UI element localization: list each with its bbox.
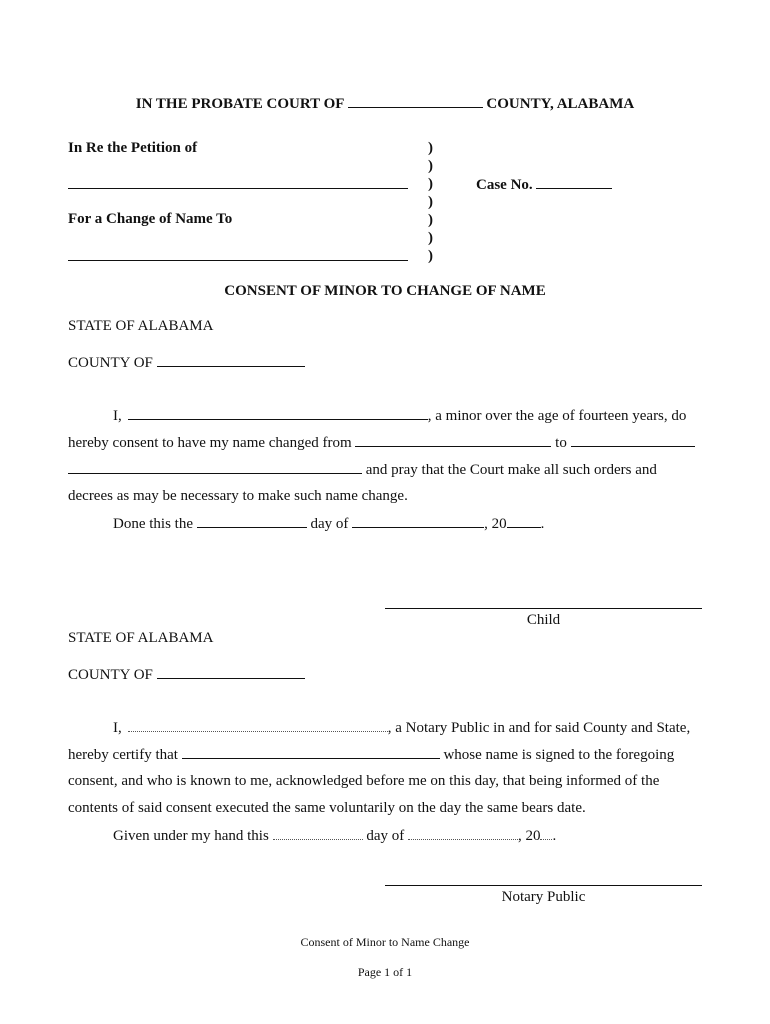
notary-line-3: consent, and who is known to me, acknowledged before me on this day, that being informed of the bbox=[68, 773, 660, 789]
paren: ) bbox=[428, 158, 433, 174]
state-label: STATE OF ALABAMA bbox=[68, 630, 214, 646]
text: . bbox=[552, 828, 557, 844]
county-line bbox=[68, 665, 305, 684]
footer-title: Consent of Minor to Name Change bbox=[300, 935, 470, 949]
text: , 20 bbox=[484, 516, 507, 532]
text: hereby certify that bbox=[68, 747, 178, 763]
document-title: CONSENT OF MINOR TO CHANGE OF NAME bbox=[224, 283, 546, 299]
county-blank[interactable] bbox=[157, 665, 305, 679]
text: to bbox=[555, 435, 567, 451]
county-line bbox=[68, 353, 305, 372]
month-blank[interactable] bbox=[408, 826, 518, 840]
consent-line-4: decrees as may be necessary to make such name change. bbox=[68, 488, 408, 504]
paren: ) bbox=[428, 230, 433, 246]
consent-line-1 bbox=[113, 406, 686, 425]
text: and pray that the Court make all such orders and bbox=[365, 462, 657, 478]
year-blank[interactable] bbox=[507, 514, 541, 528]
child-signature-line[interactable] bbox=[385, 608, 702, 609]
text: day of bbox=[310, 516, 349, 532]
consent-line-2 bbox=[68, 433, 695, 452]
text: I, bbox=[113, 720, 122, 736]
text: Given under my hand this bbox=[113, 828, 269, 844]
given-line bbox=[113, 826, 556, 845]
done-line bbox=[113, 514, 544, 533]
paren: ) bbox=[428, 176, 433, 192]
text: day of bbox=[366, 828, 405, 844]
text: I, bbox=[113, 408, 122, 424]
minor-name-blank[interactable] bbox=[128, 406, 428, 420]
new-name-line[interactable] bbox=[68, 260, 408, 261]
notary-signature-line[interactable] bbox=[385, 885, 702, 886]
case-number-blank[interactable] bbox=[536, 175, 612, 189]
case-number bbox=[476, 175, 612, 194]
day-blank[interactable] bbox=[197, 514, 307, 528]
text: hereby consent to have my name changed from bbox=[68, 435, 352, 451]
notary-line-1 bbox=[113, 718, 690, 737]
notary-name-blank[interactable] bbox=[128, 718, 388, 732]
county-blank[interactable] bbox=[157, 353, 305, 367]
child-signature-label: Child bbox=[526, 612, 561, 628]
paren: ) bbox=[428, 140, 433, 156]
court-header bbox=[0, 94, 770, 113]
text: Done this the bbox=[113, 516, 193, 532]
state-label: STATE OF ALABAMA bbox=[68, 318, 214, 334]
paren: ) bbox=[428, 212, 433, 228]
day-blank[interactable] bbox=[273, 826, 363, 840]
notary-line-4: contents of said consent executed the same voluntarily on the day the same bears date. bbox=[68, 800, 586, 816]
case-label: Case No. bbox=[476, 177, 533, 193]
text: , a minor over the age of fourteen years, do bbox=[427, 408, 687, 424]
petitioner-name-line[interactable] bbox=[68, 188, 408, 189]
text: . bbox=[540, 516, 545, 532]
change-label: For a Change of Name To bbox=[68, 211, 233, 227]
text: , a Notary Public in and for said County and State, bbox=[387, 720, 691, 736]
consent-line-3 bbox=[68, 460, 657, 479]
county-label: COUNTY OF bbox=[68, 355, 153, 371]
new-name-blank[interactable] bbox=[571, 433, 695, 447]
month-blank[interactable] bbox=[352, 514, 484, 528]
court-suffix: COUNTY, ALABAMA bbox=[486, 96, 635, 112]
court-prefix: IN THE PROBATE COURT OF bbox=[135, 96, 344, 112]
page-number: Page 1 of 1 bbox=[357, 965, 413, 979]
paren: ) bbox=[428, 248, 433, 264]
paren: ) bbox=[428, 194, 433, 210]
old-name-blank[interactable] bbox=[355, 433, 551, 447]
petition-label: In Re the Petition of bbox=[68, 140, 198, 156]
year-blank[interactable] bbox=[540, 826, 552, 840]
county-blank[interactable] bbox=[348, 94, 483, 108]
notary-line-2 bbox=[68, 745, 674, 764]
new-name-continued-blank[interactable] bbox=[68, 460, 362, 474]
county-label: COUNTY OF bbox=[68, 667, 153, 683]
signer-name-blank[interactable] bbox=[182, 745, 440, 759]
notary-signature-label: Notary Public bbox=[501, 889, 586, 905]
text: whose name is signed to the foregoing bbox=[443, 747, 675, 763]
text: , 20 bbox=[517, 828, 541, 844]
